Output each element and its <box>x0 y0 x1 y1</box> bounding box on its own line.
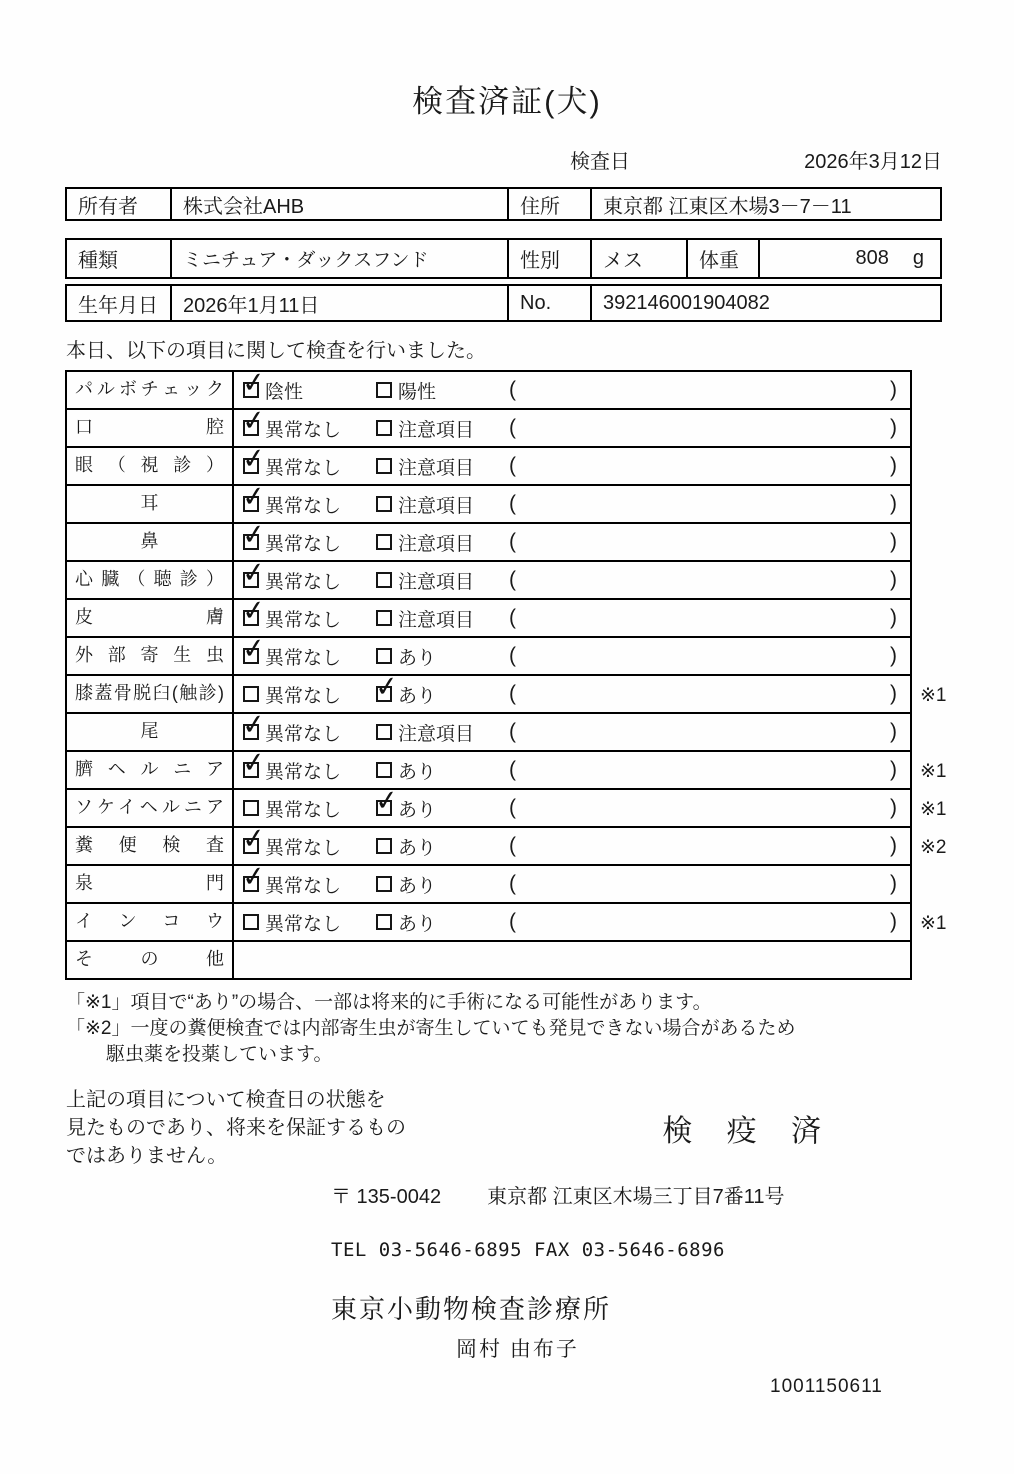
inspection-row-box <box>65 517 912 562</box>
postal-code: 〒 135-0042 <box>331 1186 442 1208</box>
option-1-label: 異常なし <box>265 837 342 859</box>
footnote-mark <box>912 638 972 676</box>
serial-number: 1001150611 <box>770 1376 883 1397</box>
option-2-label: 注意項目 <box>398 419 475 441</box>
paren-open: ( <box>509 720 516 743</box>
inspection-row-box <box>65 783 912 828</box>
clinic-name: 東京小動物検査診療所 <box>331 1294 612 1324</box>
option-2 <box>376 643 509 670</box>
footnote-mark <box>912 370 972 410</box>
option-2-label: 注意項目 <box>398 609 475 631</box>
inspection-item-label: その他 <box>67 942 234 978</box>
inspection-row <box>65 707 1014 752</box>
check-icon: ✓ <box>240 859 267 894</box>
paren-close: ) <box>890 606 897 629</box>
option-2-label: 注意項目 <box>398 533 475 555</box>
footnote-mark: ※1 <box>920 684 947 706</box>
owner-value: 株式会社AHB <box>170 189 507 219</box>
option-2 <box>376 567 509 594</box>
inspection-item-label: インコウ <box>67 904 234 940</box>
disclaimer-line-3: ではありません。 <box>66 1145 228 1167</box>
inspection-row <box>65 631 1014 676</box>
option-2 <box>376 377 509 404</box>
option-1-label: 異常なし <box>265 495 342 517</box>
option-2 <box>376 871 509 898</box>
inspection-row-box <box>65 904 912 942</box>
paren-open: ( <box>509 682 516 705</box>
footnote-mark <box>912 562 972 600</box>
inspection-row <box>65 555 1014 600</box>
option-2-label: 注意項目 <box>398 457 475 479</box>
birthdate-label: 生年月日 <box>78 294 158 317</box>
option-2 <box>376 719 509 746</box>
inspection-item-label: 皮膚 <box>67 600 234 636</box>
paren-close: ) <box>890 796 897 819</box>
option-1 <box>243 909 376 936</box>
option-2-label: あり <box>398 761 437 783</box>
option-1-label: 異常なし <box>265 799 342 821</box>
inspection-item-label: 膝蓋骨脱臼(触診) <box>67 676 234 712</box>
option-2-label: あり <box>398 913 437 935</box>
footnote-mark <box>912 866 972 904</box>
inspection-row-options <box>234 365 910 408</box>
inspection-row-box <box>65 707 912 752</box>
clinic-tel-fax: TEL 03-5646-6895 FAX 03-5646-6896 <box>331 1239 725 1261</box>
paren-close: ) <box>890 416 897 439</box>
sex-label: 性別 <box>507 240 590 277</box>
option-1 <box>240 555 376 594</box>
inspection-item-label: パルボチェック <box>67 372 234 408</box>
option-2-label: 陽性 <box>398 381 437 403</box>
owner-label: 所有者 <box>78 195 138 218</box>
option-2 <box>376 833 509 860</box>
option-1-label: 異常なし <box>265 533 342 555</box>
inspection-row-box <box>65 593 912 638</box>
footnote-mark <box>912 410 972 448</box>
paren-close: ) <box>890 834 897 857</box>
option-2-checkbox[interactable] <box>376 762 392 778</box>
inspection-row-options <box>234 859 910 902</box>
option-1-label: 異常なし <box>265 609 342 631</box>
check-icon: ✓ <box>240 707 267 742</box>
inspection-row-box <box>65 555 912 600</box>
inspection-row <box>65 517 1014 562</box>
option-1 <box>240 821 376 860</box>
clinic-address: 東京都 江東区木場三丁目7番11号 <box>487 1186 785 1208</box>
birthdate-table <box>65 284 942 322</box>
footnote-1: 「※1」項目で“あり”の場合、一部は将来的に手術になる可能性があります。 <box>66 992 712 1013</box>
paren-close: ) <box>890 378 897 401</box>
footnote-mark: ※2 <box>920 836 947 858</box>
option-1 <box>240 631 376 670</box>
option-1-checkbox[interactable] <box>240 403 267 438</box>
inspection-item-label: ソケイヘルニア <box>67 790 234 826</box>
sex-value: メス <box>590 240 686 277</box>
option-2 <box>376 453 509 480</box>
option-2-label: 注意項目 <box>398 495 475 517</box>
option-1-checkbox[interactable] <box>243 686 259 702</box>
inspection-item-label: 鼻 <box>67 524 234 560</box>
inspection-row <box>65 441 1014 486</box>
option-1-label: 異常なし <box>265 571 342 593</box>
paren-close: ) <box>890 644 897 667</box>
check-icon: ✓ <box>373 783 400 818</box>
check-icon: ✓ <box>240 631 267 666</box>
inspection-row-options <box>234 707 910 750</box>
paren-open: ( <box>509 834 516 857</box>
option-1 <box>240 441 376 480</box>
footnote-mark <box>912 600 972 638</box>
owner-table <box>65 187 942 221</box>
paren-open: ( <box>509 378 516 401</box>
disclaimer-line-2: 見たものであり、将来を保証するもの <box>66 1117 406 1139</box>
footnote-mark <box>912 942 972 980</box>
footnote-mark <box>912 448 972 486</box>
option-2 <box>376 491 509 518</box>
inspection-row-box <box>65 821 912 866</box>
inspection-row-box <box>65 669 912 714</box>
paren-open: ( <box>509 492 516 515</box>
option-2-checkbox[interactable] <box>376 724 392 740</box>
option-2-label: 注意項目 <box>398 723 475 745</box>
paren-open: ( <box>509 530 516 553</box>
option-2-checkbox[interactable] <box>376 382 392 398</box>
breed-value: ミニチュア・ダックスフンド <box>170 240 507 277</box>
address-label: 住所 <box>507 189 590 219</box>
inspection-row-options <box>234 479 910 522</box>
check-icon: ✓ <box>240 479 267 514</box>
option-2-checkbox[interactable] <box>376 838 392 854</box>
option-2 <box>376 757 509 784</box>
inspection-row-options <box>234 441 910 484</box>
paren-open: ( <box>509 644 516 667</box>
option-2 <box>376 909 509 936</box>
option-1-checkbox[interactable] <box>240 707 267 742</box>
pet-info-table <box>65 238 942 279</box>
option-2-label: あり <box>398 647 437 669</box>
paren-open: ( <box>509 910 516 933</box>
inspection-date-label: 検査日 <box>570 151 630 173</box>
weight-unit: g <box>912 247 924 269</box>
option-1 <box>240 479 376 518</box>
veterinarian-name: 岡村 由布子 <box>456 1338 579 1361</box>
inspection-row <box>65 783 1014 828</box>
inspection-row-box <box>65 859 912 904</box>
option-1-label: 異常なし <box>265 723 342 745</box>
option-2 <box>376 529 509 556</box>
option-1-checkbox[interactable] <box>243 914 259 930</box>
option-2-checkbox[interactable] <box>376 876 392 892</box>
check-icon: ✓ <box>240 365 267 400</box>
option-2 <box>373 669 509 708</box>
document-title: 検査済証(犬) <box>412 84 602 119</box>
option-1-label: 陰性 <box>265 381 304 403</box>
option-2 <box>376 605 509 632</box>
inspection-row <box>65 365 1014 410</box>
paren-close: ) <box>890 454 897 477</box>
option-1-checkbox[interactable] <box>240 555 267 590</box>
check-icon: ✓ <box>240 403 267 438</box>
option-1 <box>240 707 376 746</box>
inspection-row-options <box>234 669 910 712</box>
option-2-checkbox[interactable] <box>376 914 392 930</box>
inspection-row-box <box>65 631 912 676</box>
option-2-checkbox[interactable] <box>376 458 392 474</box>
inspection-row-box <box>65 365 912 410</box>
option-1-label: 異常なし <box>265 419 342 441</box>
inspection-row-box <box>65 745 912 790</box>
inspection-row <box>65 669 1014 714</box>
inspection-row <box>65 479 1014 524</box>
disclaimer-row <box>66 1086 942 1170</box>
check-icon: ✓ <box>240 821 267 856</box>
check-icon: ✓ <box>240 517 267 552</box>
inspection-row-options <box>234 821 910 864</box>
footnote-mark: ※1 <box>920 760 947 782</box>
intro-text: 本日、以下の項目に関して検査を行いました。 <box>66 340 486 362</box>
option-1-label: 異常なし <box>265 761 342 783</box>
option-1-label: 異常なし <box>265 913 342 935</box>
option-1-checkbox[interactable] <box>240 859 267 894</box>
option-1 <box>243 681 376 708</box>
weight-value: 808 <box>855 247 889 269</box>
check-icon: ✓ <box>240 593 267 628</box>
footnote-mark <box>912 486 972 524</box>
paren-close: ) <box>890 910 897 933</box>
option-1-checkbox[interactable] <box>240 365 267 400</box>
option-1 <box>240 593 376 632</box>
inspection-row <box>65 745 1014 790</box>
option-2-checkbox[interactable] <box>376 420 392 436</box>
paren-open: ( <box>509 568 516 591</box>
paren-close: ) <box>890 530 897 553</box>
option-2 <box>376 415 509 442</box>
footnotes <box>66 990 1014 1068</box>
option-1 <box>243 795 376 822</box>
inspection-item-label: 心臓（聴診） <box>67 562 234 598</box>
inspection-row-options <box>234 517 910 560</box>
footnote-2-continued: 駆虫薬を投薬しています。 <box>106 1044 333 1065</box>
inspection-row <box>65 403 1014 448</box>
footnote-2: 「※2」一度の糞便検査では内部寄生虫が寄生していても発見できない場合があるため <box>66 1018 796 1039</box>
inspection-item-label: 糞便検査 <box>67 828 234 864</box>
inspection-item-label: 眼（視診） <box>67 448 234 484</box>
inspection-row-options <box>234 783 910 826</box>
option-2-checkbox[interactable] <box>376 610 392 626</box>
option-2-checkbox[interactable] <box>376 496 392 512</box>
inspection-row-options <box>234 403 910 446</box>
option-1-checkbox[interactable] <box>243 800 259 816</box>
address-value: 東京都 江東区木場3－7－11 <box>590 189 940 219</box>
paren-close: ) <box>890 568 897 591</box>
option-1-label: 異常なし <box>265 647 342 669</box>
check-icon: ✓ <box>240 555 267 590</box>
option-1 <box>240 517 376 556</box>
inspection-row-box <box>65 479 912 524</box>
footnote-mark <box>912 524 972 562</box>
check-icon: ✓ <box>373 669 400 704</box>
option-2-checkbox[interactable] <box>376 572 392 588</box>
check-icon: ✓ <box>240 441 267 476</box>
paren-open: ( <box>509 454 516 477</box>
inspection-item-label: 外部寄生虫 <box>67 638 234 674</box>
paren-close: ) <box>890 872 897 895</box>
paren-close: ) <box>890 758 897 781</box>
paren-open: ( <box>509 796 516 819</box>
option-2-checkbox[interactable] <box>376 648 392 664</box>
birthdate-value: 2026年1月11日 <box>170 286 507 320</box>
option-1-label: 異常なし <box>265 685 342 707</box>
inspection-row <box>65 904 1014 942</box>
inspection-table <box>65 365 1014 980</box>
option-1-checkbox[interactable] <box>240 745 267 780</box>
footnote-mark: ※1 <box>920 798 947 820</box>
option-1 <box>240 403 376 442</box>
inspection-row-options <box>234 631 910 674</box>
option-2 <box>373 783 509 822</box>
paren-close: ) <box>890 720 897 743</box>
paren-close: ) <box>890 492 897 515</box>
inspection-row-options <box>234 942 910 978</box>
paren-open: ( <box>509 416 516 439</box>
breed-label: 種類 <box>78 250 118 272</box>
inspection-date-value: 2026年3月12日 <box>804 151 942 173</box>
certificate-no-value: 392146001904082 <box>590 286 940 320</box>
option-2-checkbox[interactable] <box>373 669 400 704</box>
option-1-checkbox[interactable] <box>240 441 267 476</box>
option-2-label: あり <box>398 685 437 707</box>
option-1-checkbox[interactable] <box>240 821 267 856</box>
weight-cell <box>758 240 940 277</box>
disclaimer-text <box>66 1086 406 1170</box>
inspection-row-options <box>234 904 910 940</box>
paren-close: ) <box>890 682 897 705</box>
footnote-mark: ※1 <box>920 912 947 934</box>
option-1 <box>240 745 376 784</box>
inspection-item-label: 臍ヘルニア <box>67 752 234 788</box>
option-1-checkbox[interactable] <box>240 479 267 514</box>
option-1 <box>240 365 376 404</box>
option-1-checkbox[interactable] <box>240 593 267 628</box>
disclaimer-line-1: 上記の項目について検査日の状態を <box>66 1089 386 1111</box>
footnote-mark <box>912 714 972 752</box>
inspection-row-box <box>65 403 912 448</box>
paren-open: ( <box>509 606 516 629</box>
option-2-checkbox[interactable] <box>376 534 392 550</box>
option-2-checkbox[interactable] <box>373 783 400 818</box>
quarantine-passed-stamp: 検 疫 済 <box>662 1115 834 1148</box>
inspection-row-options <box>234 745 910 788</box>
check-icon: ✓ <box>240 745 267 780</box>
option-1-checkbox[interactable] <box>240 631 267 666</box>
inspection-row-box <box>65 441 912 486</box>
inspection-row <box>65 859 1014 904</box>
paren-open: ( <box>509 872 516 895</box>
inspection-item-label: 尾 <box>67 714 234 750</box>
inspection-row-options <box>234 593 910 636</box>
inspection-item-label: 泉門 <box>67 866 234 902</box>
inspection-row-options <box>234 555 910 598</box>
option-2-label: あり <box>398 837 437 859</box>
inspection-date-row <box>570 145 942 174</box>
option-1-checkbox[interactable] <box>240 517 267 552</box>
option-1-label: 異常なし <box>265 875 342 897</box>
weight-label: 体重 <box>686 240 758 277</box>
clinic-postal-row <box>331 1180 1014 1209</box>
option-2-label: あり <box>398 875 437 897</box>
option-1 <box>240 859 376 898</box>
certificate-no-label: No. <box>507 286 590 320</box>
inspection-item-label: 口腔 <box>67 410 234 446</box>
inspection-row <box>65 593 1014 638</box>
inspection-row <box>65 821 1014 866</box>
inspection-row-box <box>65 942 912 980</box>
option-2-label: あり <box>398 799 437 821</box>
option-1-label: 異常なし <box>265 457 342 479</box>
inspection-row <box>65 942 1014 980</box>
option-2-label: 注意項目 <box>398 571 475 593</box>
inspection-item-label: 耳 <box>67 486 234 522</box>
paren-open: ( <box>509 758 516 781</box>
